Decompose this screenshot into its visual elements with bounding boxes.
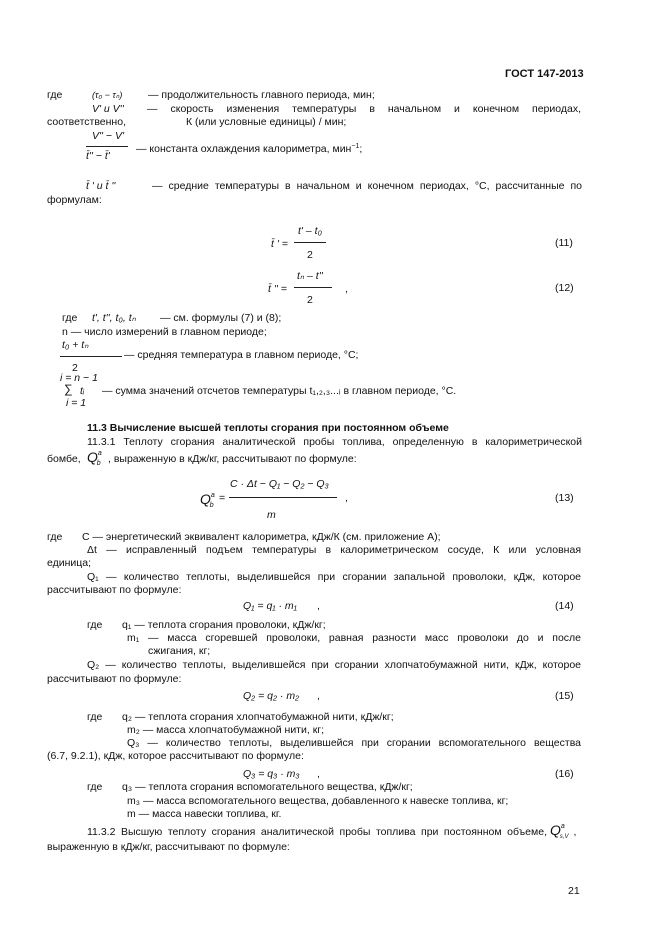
v-description-cont-a: соответственно, [47, 116, 126, 128]
tau-description: — продолжительность главного периода, мин; [148, 89, 375, 101]
sum-variable: tᵢ [80, 385, 85, 397]
qsv-symbol: $Q^a_{s,V}$ , [550, 822, 577, 840]
tau-expression: (τ₀ − τₙ) [92, 90, 123, 100]
eq13-number: (13) [555, 492, 574, 504]
where-label-4: где [87, 619, 103, 631]
eq15-formula: Q₂ = q₂ · m₂ [243, 690, 300, 702]
eq13-equals: = [219, 492, 226, 504]
sum-lower-limit: i = 1 [66, 397, 87, 409]
v-description-cont-b: К (или условные единицы) / мин; [186, 116, 347, 128]
eq13-numerator: C · Δt − Q₁ − Q₂ − Q₃ [230, 478, 329, 490]
fraction-bar [86, 146, 128, 147]
paragraph-11-3-1-cont-b: , выраженную в кДж/кг, рассчитывают по формуле: [108, 453, 357, 465]
where-label-5: где [87, 711, 103, 723]
dt-description-cont: единица; [47, 557, 92, 569]
q2-description: Q₂ — количество теплоты, выделившейся при сгорании хлопчатобумажной нити, кДж, которое [87, 659, 581, 671]
avg-temp-description: — средние температуры в начальном и конечном периодах, °С, рассчитанные по [152, 180, 582, 192]
where-label-6: где [87, 781, 103, 793]
q2-heat-description: q₂ — теплота сгорания хлопчатобумажной нити, кДж/кг; [122, 711, 394, 723]
qb-symbol: $Q^a_b$ [87, 449, 102, 467]
eq12-number: (12) [555, 282, 574, 294]
m1-description: m₁ — масса сгоревшей проволоки, равная разности масс проволоки до и после [127, 632, 581, 644]
see-formula-variables: t', t'', t₀, tₙ [92, 312, 136, 324]
eq12-numerator: tₙ – t'' [297, 270, 323, 282]
section-heading-11-3: 11.3 Вычисление высшей теплоты сгорания при постоянном объеме [87, 422, 449, 434]
c-description: С — энергетический эквивалент калориметра, кДж/К (см. приложение А); [82, 531, 441, 543]
eq14-number: (14) [555, 600, 574, 612]
sum-description: — сумма значений отсчетов температуры t₁,₂,₃...ᵢ в главном периоде, °С. [102, 385, 457, 397]
paragraph-11-3-2-cont: выраженную в кДж/кг, рассчитывают по формуле: [47, 841, 290, 853]
eq13-denominator: m [267, 509, 276, 521]
eq14-formula: Q₁ = q₁ · m₁ [243, 600, 297, 612]
page-number: 21 [568, 885, 580, 897]
eq12-lhs: t̄ '' = [268, 283, 287, 295]
cooling-fraction-denominator: t̄'' − t̄' [86, 150, 110, 162]
paragraph-11-3-1: 11.3.1 Теплоту сгорания аналитической пробы топлива, определенную в калориметрической [87, 436, 582, 448]
avg-temp-variables: t̄ ' и t̄ '' [86, 180, 116, 192]
eq13-lhs: $Q^a_b$ [200, 491, 215, 509]
q3-heat-description: q₃ — теплота сгорания вспомогательного вещества, кДж/кг; [122, 781, 413, 793]
q3-description-cont: (6.7, 9.2.1), кДж, которое рассчитывают по формуле: [47, 750, 304, 762]
eq15-comma: , [317, 690, 320, 702]
eq11-fraction-bar [294, 242, 326, 243]
where-label-2: где [62, 312, 78, 324]
dt-description: Δt — исправленный подъем температуры в калориметрическом сосуде, К или условная [87, 544, 581, 556]
eq11-lhs: t̄ ' = [271, 238, 288, 250]
eq11-numerator: t' – t₀ [298, 225, 322, 237]
where-label-3: где [47, 531, 63, 543]
eq11-number: (11) [555, 237, 573, 249]
cooling-fraction-numerator: V'' − V' [92, 130, 124, 142]
v-description: — скорость изменения температуры в начальном и конечном периодах, [147, 103, 581, 115]
mean-temp-description: — средняя температура в главном периоде, °С; [124, 349, 359, 361]
q3-description: Q₃ — количество теплоты, выделившейся при сгорании вспомогательного вещества [127, 737, 581, 749]
q1-heat-description: q₁ — теплота сгорания проволоки, кДж/кг; [122, 619, 326, 631]
m-description: m — масса навески топлива, кг. [127, 808, 282, 820]
eq12-comma: , [345, 283, 348, 295]
paragraph-11-3-1-cont-a: бомбе, [47, 453, 81, 465]
m2-description: m₂ — масса хлопчатобумажной нити, кг; [127, 724, 325, 736]
eq16-number: (16) [555, 768, 574, 780]
eq16-comma: , [317, 768, 320, 780]
eq15-number: (15) [555, 690, 574, 702]
see-formula-description: — см. формулы (7) и (8); [160, 312, 282, 324]
q2-description-cont: рассчитывают по формуле: [47, 673, 182, 685]
eq12-denominator: 2 [307, 294, 313, 306]
standard-header: ГОСТ 147-2013 [505, 68, 584, 80]
sum-symbol: ∑ [64, 382, 73, 396]
eq11-denominator: 2 [307, 249, 313, 261]
q1-description-cont: рассчитывают по формуле: [47, 584, 182, 596]
avg-temp-description-cont: формулам: [47, 194, 102, 206]
where-label: где [47, 89, 63, 101]
mean-fraction-numerator: t₀ + tₙ [62, 339, 89, 351]
eq14-comma: , [317, 600, 320, 612]
eq16-formula: Q₃ = q₃ · m₃ [243, 768, 300, 780]
paragraph-11-3-2: 11.3.2 Высшую теплоту сгорания аналитической пробы топлива при постоянном объеме, [87, 826, 547, 838]
sum-upper-limit: i = n − 1 [60, 372, 98, 384]
cooling-description: — константа охлаждения калориметра, мин$^{-1}$; [136, 143, 363, 155]
mean-fraction-bar [60, 356, 122, 357]
eq13-comma: , [345, 492, 348, 504]
m3-description: m₃ — масса вспомогательного вещества, добавленного к навеске топлива, кг; [127, 795, 509, 807]
v-variables: V' и V'' [92, 103, 124, 115]
n-description: n — число измерений в главном периоде; [62, 326, 267, 338]
q1-description: Q₁ — количество теплоты, выделившейся при сгорании запальной проволоки, кДж, которое [87, 571, 581, 583]
eq12-fraction-bar [294, 287, 332, 288]
eq13-fraction-bar [229, 497, 337, 498]
mean-fraction-denominator: 2 [72, 362, 78, 374]
m1-description-cont: сжигания, кг; [148, 645, 211, 657]
